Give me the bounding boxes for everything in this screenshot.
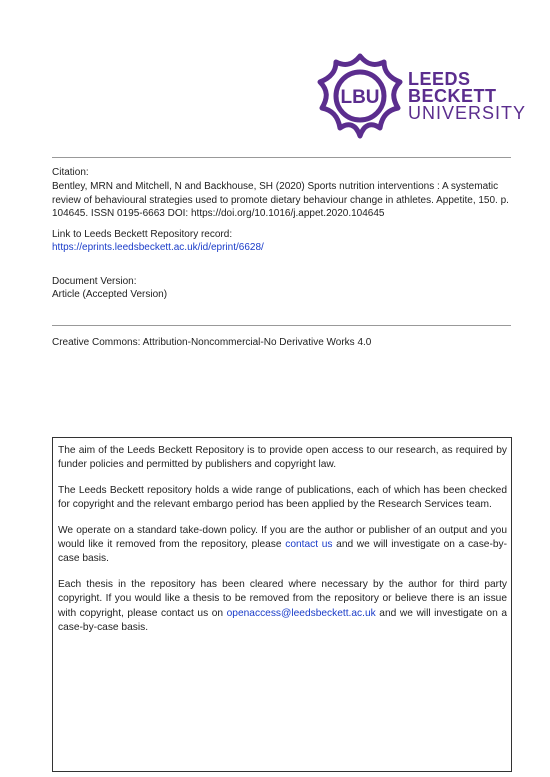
repository-record-link[interactable]: https://eprints.leedsbeckett.ac.uk/id/eprint/6628/ [52, 242, 264, 253]
logo-wordmark [408, 71, 526, 122]
logo-line-2: BECKETT [408, 86, 497, 106]
logo-line-1: LEEDS [408, 69, 471, 89]
license-statement: Creative Commons: Attribution-Noncommercial-No Derivative Works 4.0 [52, 337, 372, 348]
contact-us-link[interactable]: contact us [285, 539, 333, 551]
university-logo [316, 52, 527, 142]
divider-top [52, 157, 511, 158]
rose-crest-icon [316, 52, 404, 140]
citation-label: Citation: [52, 167, 89, 178]
openaccess-email-link[interactable]: openaccess@leedsbeckett.ac.uk [226, 607, 376, 619]
logo-monogram: LBU [340, 87, 380, 108]
citation-text: Bentley, MRN and Mitchell, N and Backhouse, SH (2020) Sports nutrition interventions : A systematic review of behavioural strategies used to promote dietary behaviour change in athletes. Appetite, 150. p. 104645. ISSN 0195-6663 DOI: https://doi.org/10.1016/j.appet.2020.104645 [52, 181, 509, 219]
notice-p4-text-start: Each thesis in the repository has been cleared where necessary by the author for third party copyright. If you would like a thesis to be removed from the repository or believe there is an issue with copyright, please contact us on [58, 578, 507, 619]
document-version-label: Document Version: [52, 276, 137, 287]
notice-p3-text-start: We operate on a standard take-down policy. If you are the author or publisher of an output and you would like it removed from the repository, please [58, 524, 507, 551]
repository-notice-box [52, 437, 512, 772]
document-version-value: Article (Accepted Version) [52, 289, 168, 300]
notice-paragraph-1: The aim of the Leeds Beckett Repository is to provide open access to our research, as required by funder policies and permitted by publishers and copyright law. [58, 445, 507, 471]
notice-paragraph-4 [58, 578, 507, 636]
logo-line-3: UNIVERSITY [408, 103, 527, 123]
notice-paragraph-2: The Leeds Beckett repository holds a wide range of publications, each of which has been checked for copyright and the relevant embargo period has been applied by the Research Services team. [58, 484, 507, 511]
repository-link-label: Link to Leeds Beckett Repository record: [52, 229, 233, 240]
notice-p3-text-end: and we will investigate on a case-by-case basis. [58, 539, 508, 565]
divider-middle [52, 325, 511, 326]
notice-paragraph-3 [58, 524, 507, 567]
notice-p4-text-end: and we will investigate on a case-by-case basis. [58, 607, 507, 634]
